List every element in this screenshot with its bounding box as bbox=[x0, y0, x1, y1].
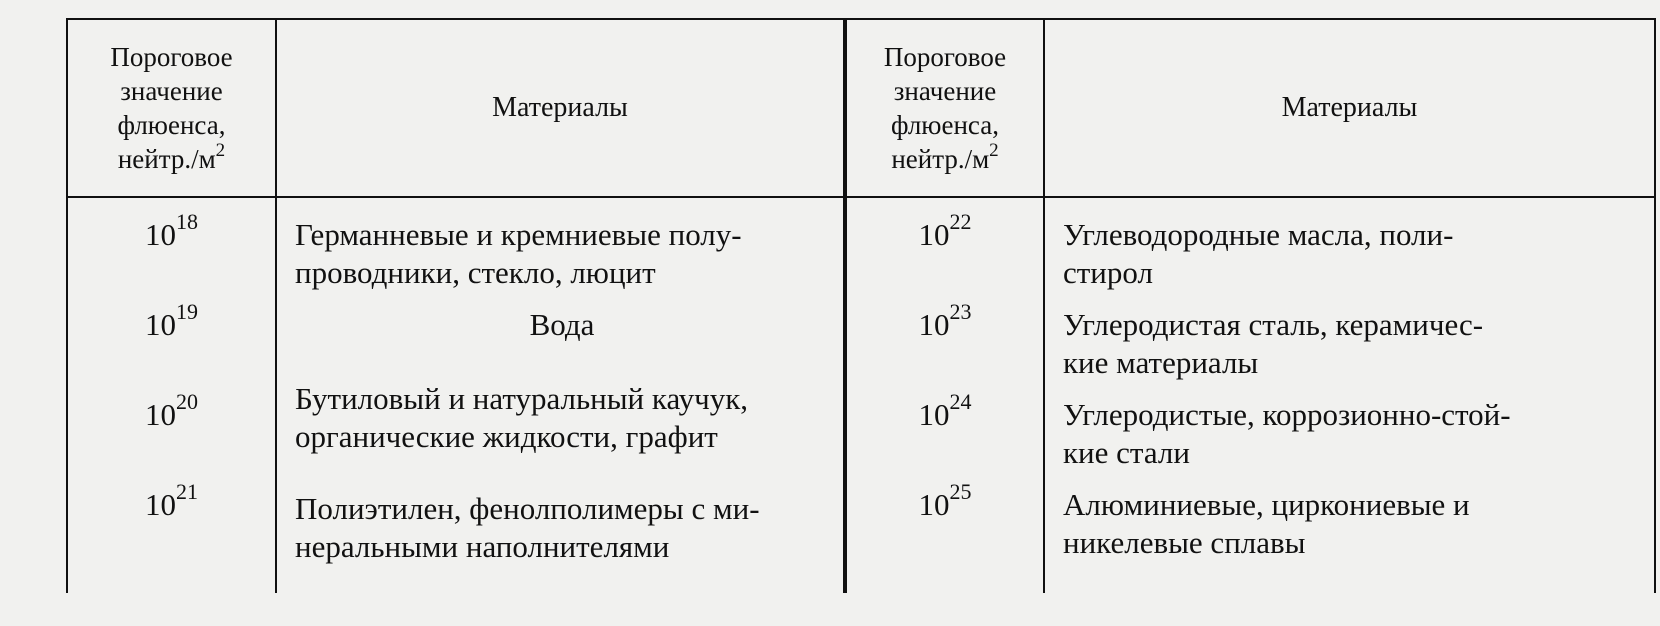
material-entry: Углеводородные масла, поли- стирол bbox=[1063, 217, 1454, 290]
fluence-value: $10^{19}$ bbox=[145, 299, 198, 342]
fluence-value: $10^{22}$ bbox=[918, 209, 972, 252]
fluence-value: $10^{23}$ bbox=[918, 299, 972, 342]
material-entry: Полиэтилен, фенолполимеры с ми- неральными наполнителями bbox=[295, 491, 760, 564]
table-body-row bbox=[67, 197, 1655, 593]
header-materials-right: Материалы bbox=[1044, 19, 1655, 197]
material-entry: Германневые и кремниевые полу- проводники, стекло, люцит bbox=[295, 217, 742, 290]
fluence-column-left bbox=[67, 197, 276, 593]
header-threshold-fluence-left: Пороговое значение флюенса, $нейтр./м^2$ bbox=[67, 19, 276, 197]
material-entry: Углеродистые, коррозионно-стой- кие стали bbox=[1063, 397, 1511, 470]
fluence-value: $10^{25}$ bbox=[918, 479, 972, 522]
materials-column-left bbox=[276, 197, 845, 593]
fluence-value: $10^{20}$ bbox=[145, 389, 198, 432]
material-entry: Бутиловый и натуральный каучук, органические жидкости, графит bbox=[295, 381, 749, 454]
fluence-value: $10^{21}$ bbox=[145, 479, 198, 522]
header-materials-left: Материалы bbox=[276, 19, 845, 197]
fluence-column-right bbox=[845, 197, 1044, 593]
fluence-value: $10^{18}$ bbox=[145, 209, 198, 252]
materials-column-right bbox=[1044, 197, 1655, 593]
material-entry: Алюминиевые, циркониевые и никелевые сплавы bbox=[1063, 487, 1470, 560]
material-entry: Углеродистая сталь, керамичес- кие материалы bbox=[1063, 307, 1484, 380]
table-header-row bbox=[67, 19, 1655, 197]
fluence-value: $10^{24}$ bbox=[918, 389, 972, 432]
header-threshold-fluence-right: Пороговое значение флюенса, $нейтр./м^2$ bbox=[845, 19, 1044, 197]
neutron-fluence-table bbox=[66, 18, 1656, 593]
material-entry: Вода bbox=[529, 307, 595, 342]
